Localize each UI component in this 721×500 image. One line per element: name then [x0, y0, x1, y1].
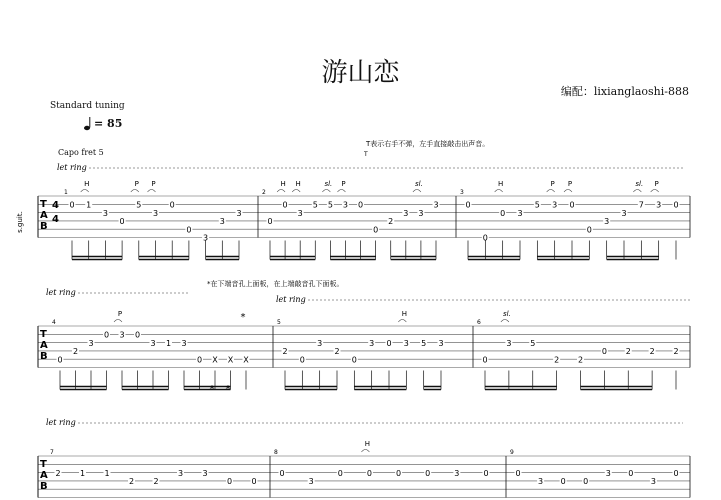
fret-number: 3: [433, 200, 439, 210]
fret-number: 3: [177, 468, 184, 478]
fret-number: 3: [605, 468, 611, 478]
fret-number: 3: [119, 330, 125, 340]
fret-number: 0: [226, 477, 233, 487]
fret-number: 3: [418, 208, 424, 218]
fret-number: 2: [649, 347, 655, 357]
fret-number: 0: [425, 468, 431, 478]
technique-mark: sl.: [502, 310, 511, 318]
technique-mark: sl.: [324, 180, 333, 188]
tab-clef-letter: T: [40, 329, 47, 340]
fret-number: 3: [454, 468, 460, 478]
fret-number: 3: [621, 208, 627, 218]
fret-number: 3: [342, 200, 349, 210]
slur-arc: [81, 190, 89, 193]
fret-number: 0: [366, 468, 372, 478]
time-sig-top: 4: [52, 200, 59, 211]
fret-number: 0: [337, 468, 343, 478]
fret-number: 3: [202, 468, 208, 478]
fret-number: 0: [103, 330, 110, 340]
let-ring-label: let ring: [46, 288, 76, 297]
slur-arc: [398, 320, 406, 323]
fret-number: 2: [55, 468, 61, 478]
let-ring-label: let ring: [57, 163, 87, 172]
slur-arc: [131, 190, 139, 193]
fret-number: 0: [134, 330, 141, 340]
tempo-mark: = 85: [94, 117, 123, 130]
fret-number: 0: [282, 200, 288, 210]
tab-clef-letter: A: [40, 210, 48, 221]
slur-arc: [501, 320, 509, 323]
slur-arc: [322, 190, 330, 193]
fret-number: 3: [203, 233, 209, 243]
measure-number: 5: [277, 319, 281, 326]
fret-number: 3: [102, 208, 108, 218]
fret-number: 0: [279, 468, 285, 478]
fret-number: 0: [673, 468, 679, 478]
technique-mark: P: [550, 180, 555, 188]
tab-clef-letter: T: [40, 199, 47, 210]
technique-mark: P: [117, 310, 123, 318]
slur-arc: [148, 190, 156, 193]
fret-number: 2: [128, 477, 135, 487]
fret-number: 0: [569, 200, 575, 210]
score-title: 游山恋: [321, 58, 400, 88]
fret-number: 1: [79, 468, 86, 478]
fret-number: 0: [515, 468, 521, 478]
fret-number: 5: [327, 200, 333, 210]
fret-number: 2: [577, 355, 584, 365]
fret-number: 0: [500, 208, 506, 218]
fret-number: 3: [236, 208, 242, 218]
fret-number: X: [212, 355, 218, 365]
fret-number: 3: [88, 338, 94, 348]
fret-number: 3: [297, 208, 303, 218]
let-ring-label: let ring: [276, 295, 306, 304]
perc-note-text: *在下端音孔上面板，在上端敲音孔下面板。: [207, 280, 344, 288]
slur-arc: [292, 190, 300, 193]
fret-number: 0: [483, 468, 489, 478]
fret-number: 2: [153, 477, 159, 487]
slur-arc: [337, 190, 345, 193]
fret-number: 2: [282, 347, 288, 357]
fret-number: 2: [673, 347, 679, 357]
fret-number: 2: [72, 347, 79, 357]
measure-number: 7: [50, 449, 54, 456]
technique-mark: P: [567, 180, 573, 188]
technique-mark: P: [654, 180, 659, 188]
fret-number: 3: [219, 217, 225, 227]
technique-mark: sl.: [635, 180, 644, 188]
fret-number: 1: [165, 338, 172, 348]
tab-clef-letter: A: [40, 470, 48, 481]
slur-arc: [495, 190, 503, 193]
slur-arc: [633, 190, 641, 193]
measure-number: 8: [274, 449, 278, 456]
technique-mark: H: [364, 440, 371, 448]
fret-number: 5: [312, 200, 318, 210]
fret-number: 3: [538, 477, 544, 487]
percussion-star: *: [225, 384, 231, 395]
fret-number: X: [243, 355, 249, 365]
arranger-credit: 编配：lixianglaoshi-888: [560, 85, 689, 98]
tab-clef-letter: T: [40, 459, 47, 470]
fret-number: 0: [482, 355, 488, 365]
fret-number: 0: [396, 468, 402, 478]
measure-number: 6: [477, 319, 481, 326]
fret-number: 0: [386, 338, 392, 348]
slur-arc: [114, 320, 122, 323]
technique-mark: P: [134, 180, 139, 188]
fret-number: 3: [403, 338, 409, 348]
tap-note-text: T表示右手不弹，左手直接敲击出声音。: [366, 140, 490, 148]
instrument-label: s.guit.: [16, 211, 24, 233]
fret-number: 3: [650, 477, 656, 487]
fret-number: 5: [530, 338, 536, 348]
fret-number: 0: [69, 200, 75, 210]
technique-mark: H: [498, 180, 504, 188]
tap-mark: T: [364, 151, 368, 158]
measure-number: 4: [52, 319, 56, 326]
fret-number: 0: [357, 200, 364, 210]
fret-number: 7: [638, 200, 644, 210]
fret-number: 0: [196, 355, 203, 365]
fret-number: 0: [351, 355, 357, 365]
percussion-star: *: [209, 384, 215, 395]
slur-arc: [413, 190, 421, 193]
tab-clef-letter: B: [40, 351, 48, 362]
fret-number: 2: [625, 347, 631, 357]
fret-number: 0: [169, 200, 175, 210]
tab-clef-letter: B: [40, 481, 48, 492]
measure-number: 2: [262, 189, 266, 196]
technique-mark: P: [151, 180, 156, 188]
fret-number: 0: [465, 200, 471, 210]
slur-arc: [651, 190, 659, 193]
fret-number: 3: [403, 208, 409, 218]
fret-number: 0: [186, 225, 192, 235]
fret-number: 3: [438, 338, 444, 348]
fret-number: 0: [560, 477, 566, 487]
percussion-star: *: [240, 312, 246, 323]
fret-number: 0: [583, 477, 589, 487]
fret-number: 3: [317, 338, 323, 348]
fret-number: 1: [104, 468, 110, 478]
technique-mark: H: [401, 310, 407, 318]
technique-mark: P: [341, 180, 346, 188]
measure-number: 3: [460, 189, 464, 196]
fret-number: 3: [369, 338, 375, 348]
measure-number: 9: [510, 449, 514, 456]
let-ring-label: let ring: [46, 418, 76, 427]
fret-number: 0: [601, 347, 607, 357]
fret-number: 3: [517, 208, 523, 218]
fret-number: 3: [181, 338, 187, 348]
technique-mark: H: [280, 180, 286, 188]
fret-number: 3: [552, 200, 558, 210]
technique-mark: sl.: [414, 180, 423, 188]
time-sig-bottom: 4: [52, 214, 59, 225]
fret-number: X: [227, 355, 234, 365]
fret-number: 3: [656, 200, 662, 210]
fret-number: 0: [482, 233, 488, 243]
fret-number: 0: [57, 355, 63, 365]
fret-number: 0: [267, 217, 273, 227]
fret-number: 3: [604, 217, 610, 227]
fret-number: 2: [334, 347, 340, 357]
fret-number: 3: [152, 208, 159, 218]
tab-clef-letter: A: [40, 340, 48, 351]
fret-number: 5: [136, 200, 142, 210]
slur-arc: [547, 190, 555, 193]
slur-arc: [564, 190, 572, 193]
technique-mark: H: [295, 180, 301, 188]
fret-number: 5: [421, 338, 427, 348]
fret-number: 0: [586, 225, 592, 235]
capo-label: Capo fret 5: [58, 148, 104, 157]
fret-number: 1: [86, 200, 92, 210]
fret-number: 0: [628, 468, 634, 478]
slur-arc: [361, 450, 369, 453]
fret-number: 0: [119, 217, 125, 227]
fret-number: 3: [506, 338, 512, 348]
fret-number: 0: [673, 200, 679, 210]
fret-number: 0: [299, 355, 305, 365]
tab-clef-letter: B: [40, 221, 48, 232]
tuning-label: Standard tuning: [50, 101, 125, 111]
fret-number: 3: [150, 338, 156, 348]
fret-number: 3: [308, 477, 314, 487]
technique-mark: H: [84, 180, 90, 188]
measure-number: 1: [64, 189, 68, 196]
fret-number: 0: [251, 477, 257, 487]
fret-number: 5: [534, 200, 540, 210]
slur-arc: [277, 190, 285, 193]
fret-number: 2: [388, 217, 394, 227]
fret-number: 0: [373, 225, 379, 235]
fret-number: 2: [554, 355, 560, 365]
